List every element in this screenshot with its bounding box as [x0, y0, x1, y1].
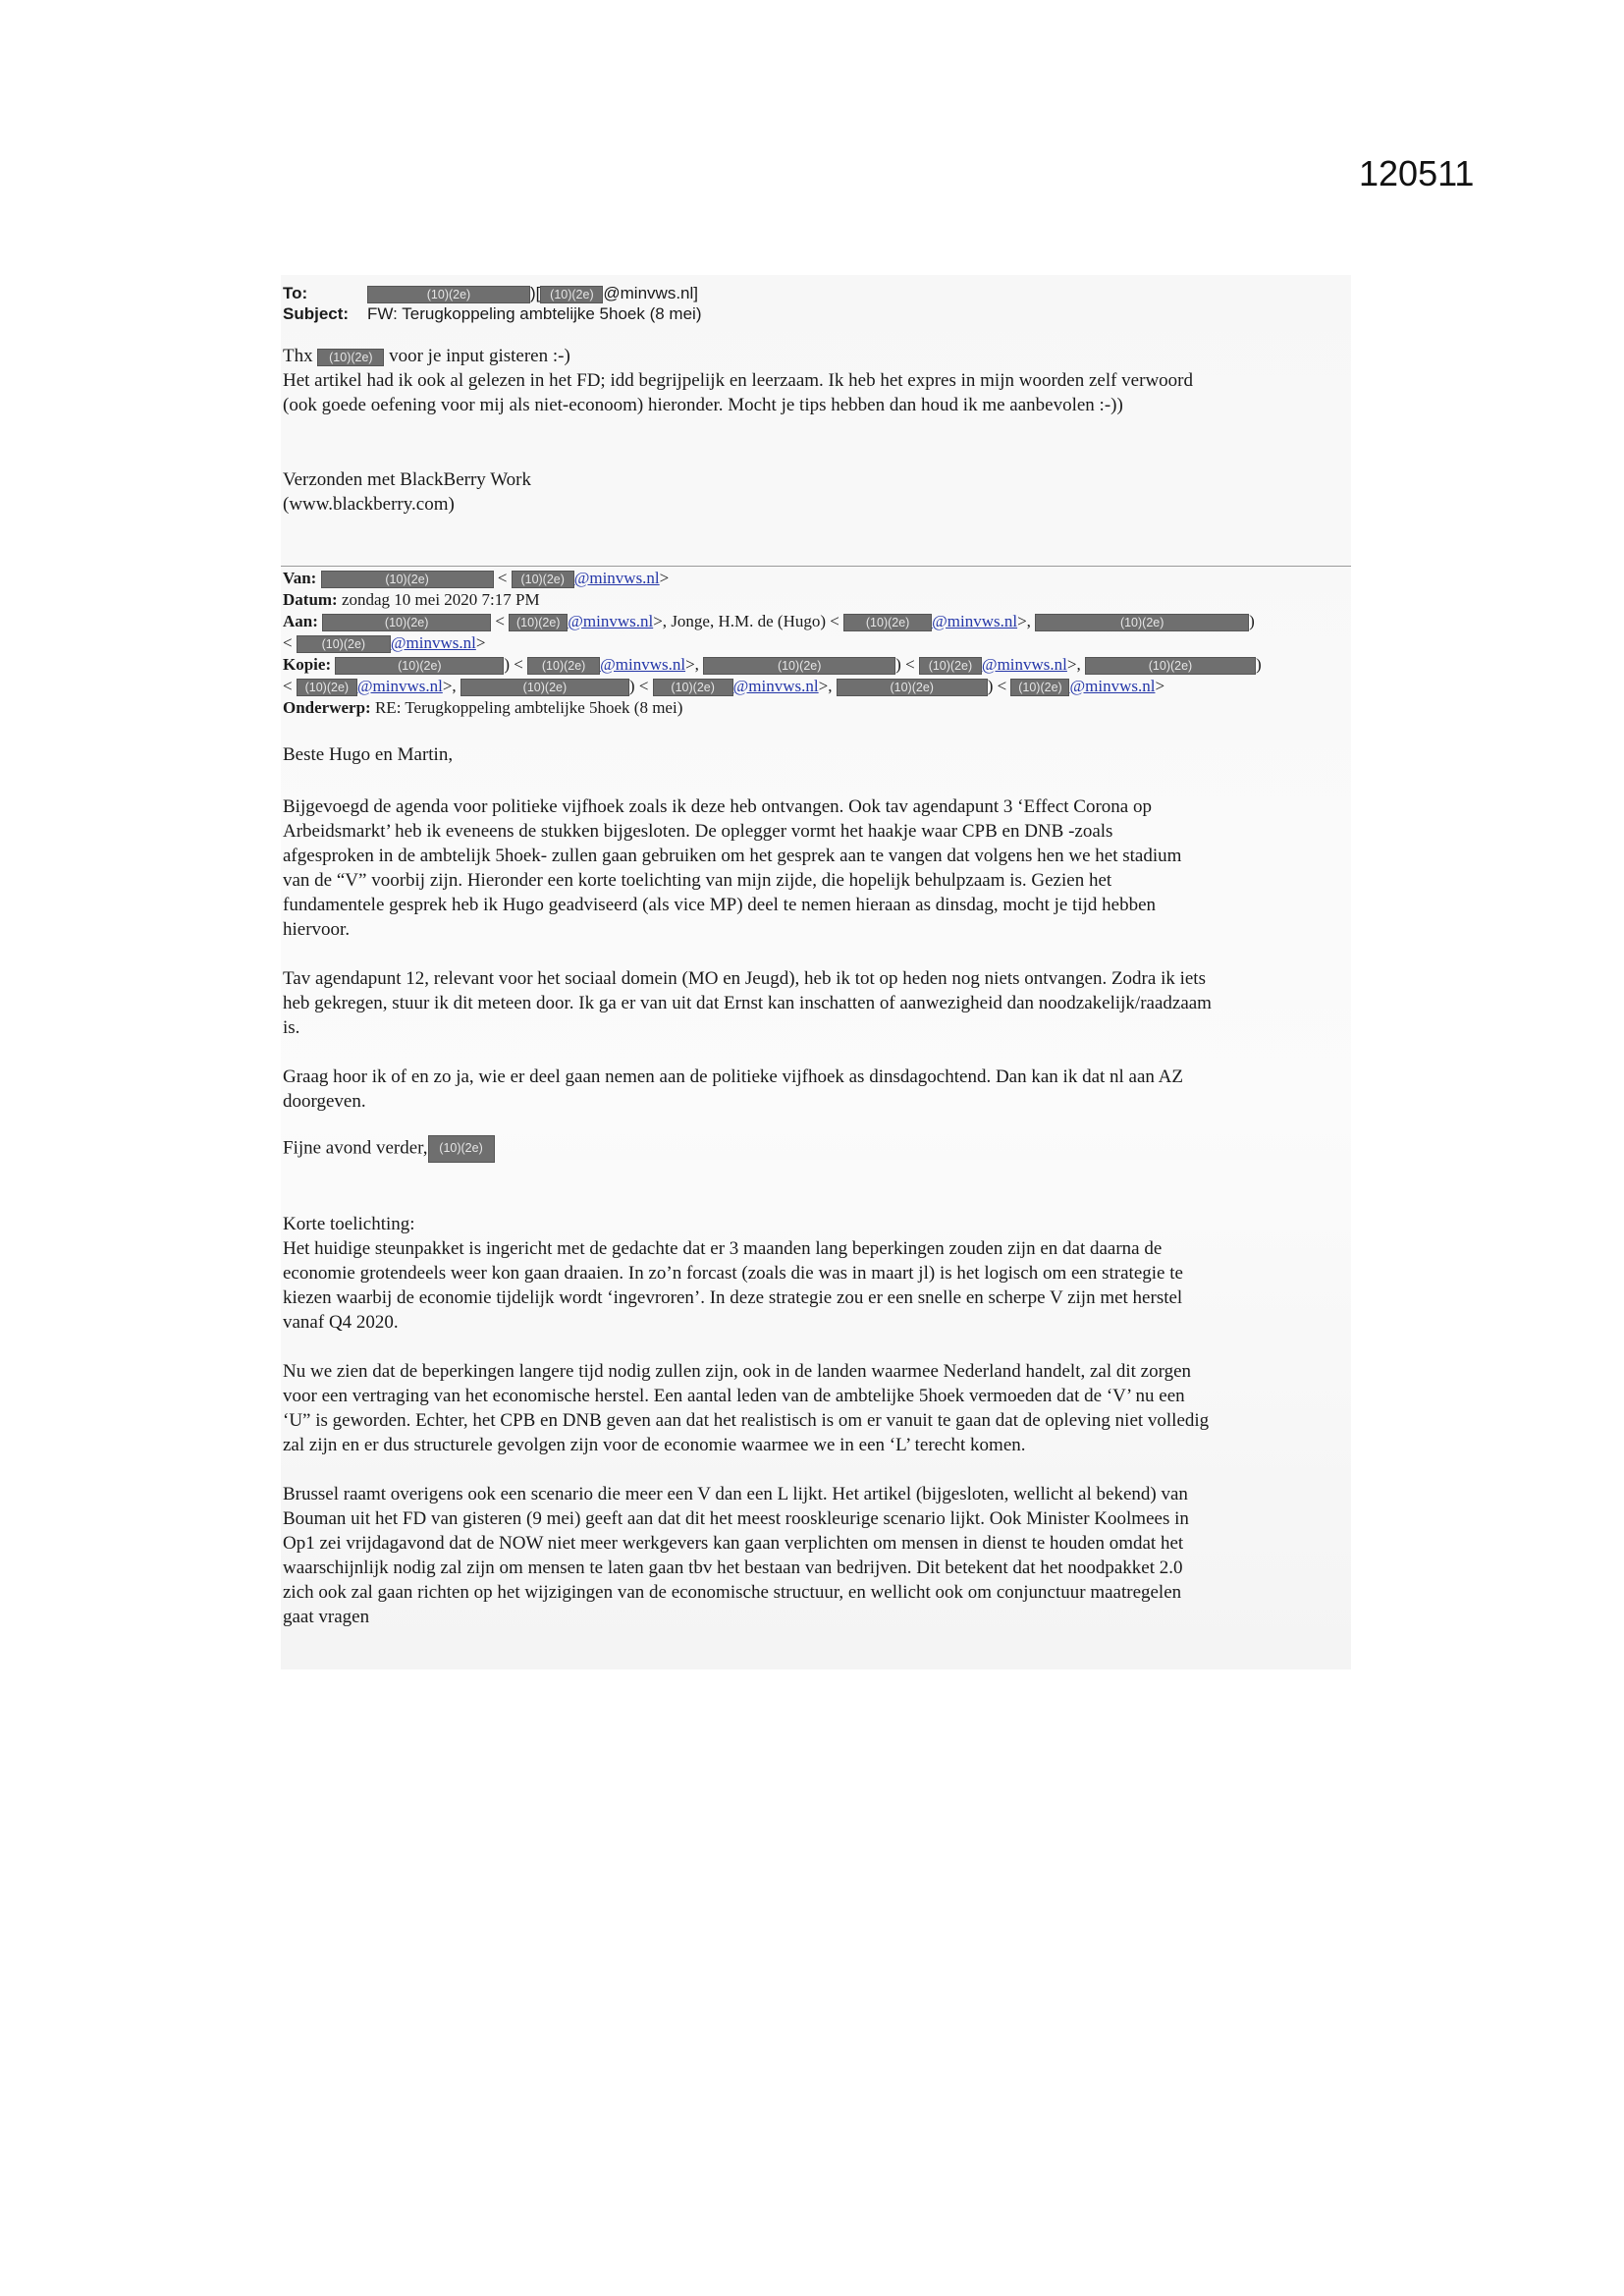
top-header	[283, 283, 1265, 324]
paragraph-line: van de “V” voorbij zijn. Hieronder een korte toelichting van mijn zijde, die hopelijk behulpzaam is. Gezien het	[283, 870, 1112, 891]
kopie-label: Kopie:	[283, 655, 332, 674]
subject-label: Subject:	[283, 304, 350, 323]
paragraph-line: Nu we zien dat de beperkingen langere tijd nodig zullen zijn, ook in de landen waarmee Nederland handelt, zal dit zorgen	[283, 1361, 1192, 1382]
to-email: @minvws.nl]	[603, 284, 698, 302]
paragraph-line: Tav agendapunt 12, relevant voor het sociaal domein (MO en Jeugd), heb ik tot op heden nog niets ontvangen. Zodra ik iets	[283, 968, 1206, 989]
paragraph-line: zal zijn en er dus structurele gevolgen zijn voor de economie waarmee we in een ‘L’ terecht komen.	[283, 1435, 1026, 1455]
email-link[interactable]: @minvws.nl	[356, 677, 443, 695]
paragraph-3	[283, 1065, 1349, 1114]
redaction-box: (10)(2e)	[297, 635, 391, 653]
redaction-box: (10)(2e)	[509, 614, 568, 631]
subject-row	[283, 303, 1265, 324]
intro-line-2: Het artikel had ik ook al gelezen in het FD; idd begrijpelijk en leerzaam. Ik heb het expres in mijn woorden zelf verwoord	[283, 370, 1193, 391]
redaction-box: (10)(2e)	[843, 614, 932, 631]
separator-line	[281, 566, 1351, 567]
aan-row: Aan: (10)(2e) < (10)(2e) @minvws.nl>, Jonge, H.M. de (Hugo) < (10)(2e) @minvws.nl>, (10)(2e) )	[283, 612, 1255, 630]
redaction-box: (10)(2e)	[367, 286, 530, 303]
intro	[283, 344, 1343, 417]
van-row: Van: (10)(2e) < (10)(2e) @minvws.nl>	[283, 569, 670, 587]
email-link[interactable]: @minvws.nl	[600, 655, 686, 674]
paragraph-line: fundamentele gesprek heb ik Hugo geadviseerd (als vice MP) deel te nemen hieraan as dinsdag, mocht je tijd hebben	[283, 895, 1157, 915]
greeting: Beste Hugo en Martin,	[283, 744, 454, 765]
toelichting-title: Korte toelichting:	[283, 1214, 415, 1234]
paragraph-line: Op1 zei vrijdagavond dat de NOW niet meer werkgevers kan gaan verplichten om mensen in dienst te houden omdat het	[283, 1533, 1184, 1554]
email-link[interactable]: @minvws.nl	[981, 655, 1067, 674]
redaction-box: (10)(2e)	[460, 679, 629, 696]
aan-label: Aan:	[283, 612, 318, 630]
paragraph-line: kiezen waarbij de economie tijdelijk wordt ‘ingevroren’. In deze strategie zou er een snelle en scherpe V zijn met herstel	[283, 1287, 1183, 1308]
redaction-box: (10)(2e)	[527, 657, 600, 675]
redaction-box: (10)(2e)	[703, 657, 895, 675]
redaction-box: (10)(2e)	[335, 657, 504, 675]
paragraph-6	[283, 1482, 1349, 1629]
paragraph-line: is.	[283, 1017, 300, 1038]
thx-rest-text: voor je input gisteren :-)	[389, 346, 570, 366]
signature	[283, 467, 872, 517]
to-label: To:	[283, 284, 308, 302]
paragraph-line: zich ook zal gaan richten op het wijzigingen van de economische structuur, en wellicht ook om conjunctuur maatregelen	[283, 1582, 1182, 1603]
kopie-row-2: < (10)(2e) @minvws.nl>, (10)(2e) ) < (10)(2e) @minvws.nl>, (10)(2e) ) < (10)(2e) @minvws.nl>	[283, 677, 1165, 695]
onderwerp-value: RE: Terugkoppeling ambtelijke 5hoek (8 mei)	[374, 698, 683, 717]
email-body	[283, 742, 1349, 1629]
paragraph-line: doorgeven.	[283, 1091, 366, 1112]
paragraph-line: Bijgevoegd de agenda voor politieke vijfhoek zoals ik deze heb ontvangen. Ook tav agendapunt 3 ‘Effect Corona op	[283, 796, 1152, 817]
paragraph-line: afgesproken in de ambtelijk 5hoek- zullen gaan gebruiken om het gesprek aan te vangen dat volgens hen we het stadium	[283, 846, 1182, 866]
aan-row-2: < (10)(2e) @minvws.nl>	[283, 633, 486, 652]
thx-text: Thx	[283, 346, 313, 366]
aan-named-recipient: Jonge, H.M. de (Hugo)	[671, 612, 827, 630]
van-label: Van:	[283, 569, 317, 587]
onderwerp-label: Onderwerp:	[283, 698, 371, 717]
paragraph-line: vanaf Q4 2020.	[283, 1312, 399, 1333]
paragraph-line: heb gekregen, stuur ik dit meteen door. Ik ga er van uit dat Ernst kan inschatten of aanwezigheid dan noodzakelijk/raadzaam	[283, 993, 1212, 1013]
redaction-box: (10)(2e)	[837, 679, 988, 696]
redaction-box: (10)(2e)	[1010, 679, 1069, 696]
signature-line-1: Verzonden met BlackBerry Work	[283, 469, 531, 490]
paragraph-line: Arbeidsmarkt’ heb ik eveneens de stukken bijgesloten. De oplegger vormt het haakje waar CPB en DNB -zoals	[283, 821, 1113, 842]
redaction-box: (10)(2e)	[297, 679, 357, 696]
paragraph-line: economie grotendeels weer kon gaan draaien. In zo’n forcast (zoals die was in maart jl) is het logisch om een strategie te	[283, 1263, 1183, 1284]
redaction-box: (10)(2e)	[1085, 657, 1256, 675]
intro-line-1	[283, 344, 1343, 368]
intro-line-3: (ook goede oefening voor mij als niet-econoom) hieronder. Mocht je tips hebben dan houd ik me aanbevolen :-))	[283, 395, 1123, 415]
to-row: To: (10)(2e) )[ (10)(2e) @minvws.nl]	[283, 284, 698, 302]
redaction-box: (10)(2e)	[540, 286, 603, 303]
paragraph-1	[283, 794, 1349, 942]
redaction-box: (10)(2e)	[322, 614, 491, 631]
paragraph-5	[283, 1359, 1349, 1457]
redaction-box: (10)(2e)	[653, 679, 733, 696]
paragraph-line: ‘U” is geworden. Echter, het CPB en DNB geven aan dat het realistisch is om er vanuit te gaan dat de opleving niet volledig	[283, 1410, 1210, 1431]
paragraph-line: Bouman uit het FD van gisteren (9 mei) geeft aan dat dit het meest rooskleurige scenario lijkt. Ook Minister Koolmees in	[283, 1508, 1189, 1529]
onderwerp-row	[283, 697, 1349, 719]
datum-label: Datum:	[283, 590, 338, 609]
paragraph-4	[283, 1236, 1349, 1335]
email-link[interactable]: @minvws.nl	[568, 612, 654, 630]
kopie-row: Kopie: (10)(2e) ) < (10)(2e) @minvws.nl>, (10)(2e) ) < (10)(2e) @minvws.nl>, (10)(2e) )	[283, 655, 1262, 674]
redaction-box: (10)(2e)	[428, 1135, 495, 1163]
paragraph-line: gaat vragen	[283, 1607, 370, 1627]
paragraph-line: waarschijnlijk nodig zal zijn om mensen te laten gaan tbv het bestaan van bedrijven. Dit betekent dat het noodpakket 2.0	[283, 1558, 1183, 1578]
paragraph-line: Graag hoor ik of en zo ja, wie er deel gaan nemen aan de politieke vijfhoek as dinsdagochtend. Dan kan ik dat nl aan AZ	[283, 1066, 1183, 1087]
email-link[interactable]: @minvws.nl	[932, 612, 1018, 630]
email-link[interactable]: @minvws.nl	[573, 569, 660, 587]
datum-row	[283, 589, 1349, 611]
paragraph-line: Het huidige steunpakket is ingericht met de gedachte dat er 3 maanden lang beperkingen zouden zijn en dat daarna de	[283, 1238, 1163, 1259]
email-link[interactable]: @minvws.nl	[390, 633, 476, 652]
subject-value: FW: Terugkoppeling ambtelijke 5hoek (8 mei)	[367, 304, 702, 323]
forward-meta	[283, 568, 1349, 719]
paragraph-line: Brussel raamt overigens ook een scenario die meer een V dan een L lijkt. Het artikel (bijgesloten, wellicht al bekend) van	[283, 1484, 1188, 1504]
redaction-box: (10)(2e)	[512, 571, 574, 588]
redaction-box: (10)(2e)	[321, 571, 494, 588]
closing	[283, 1135, 1349, 1163]
redaction-box: (10)(2e)	[317, 349, 384, 366]
closing-text: Fijne avond verder,	[283, 1137, 428, 1159]
email-link[interactable]: @minvws.nl	[732, 677, 819, 695]
paragraph-line: hiervoor.	[283, 919, 351, 940]
redaction-box: (10)(2e)	[919, 657, 982, 675]
redaction-box: (10)(2e)	[1035, 614, 1249, 631]
paragraph-2	[283, 966, 1349, 1040]
document-number: 120511	[1359, 153, 1475, 193]
paragraph-line: voor een vertraging van het economische herstel. Een aantal leden van de ambtelijke 5hoek vermoeden dat de ‘V’ nu een	[283, 1386, 1185, 1406]
datum-value: zondag 10 mei 2020 7:17 PM	[341, 590, 540, 609]
signature-line-2: (www.blackberry.com)	[283, 494, 455, 515]
email-link[interactable]: @minvws.nl	[1069, 677, 1156, 695]
